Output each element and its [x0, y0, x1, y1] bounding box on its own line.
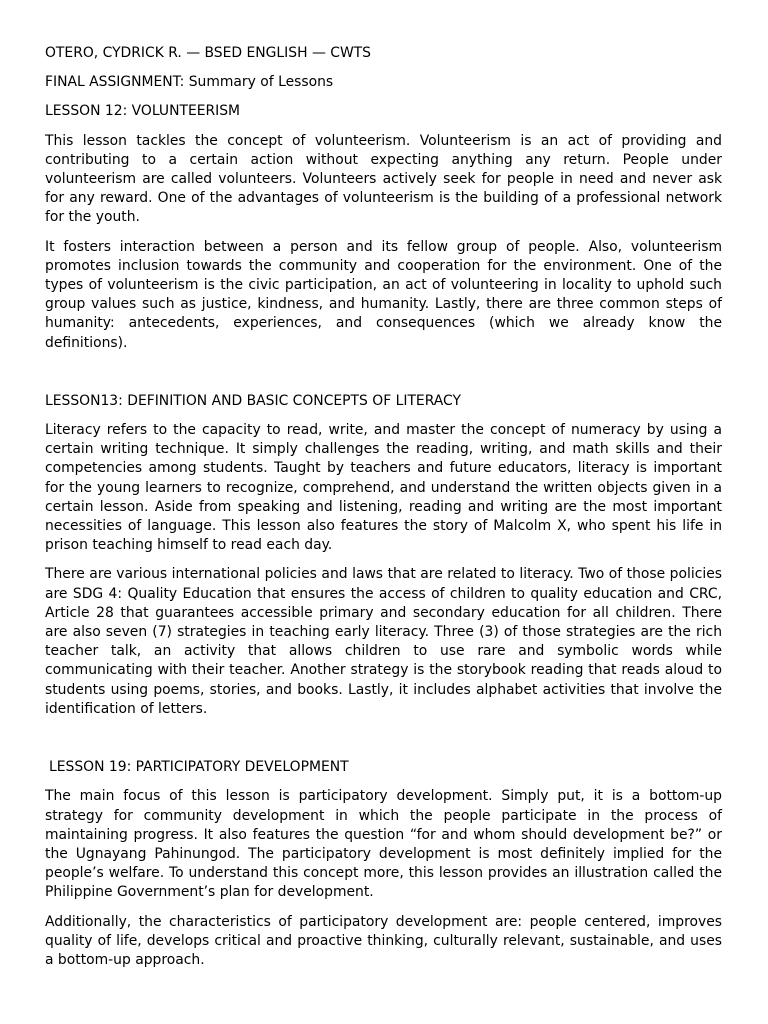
lesson-12-title: LESSON 12: VOLUNTEERISM	[45, 103, 241, 120]
lesson-19-title: LESSON 19: PARTICIPATORY DEVELOPMENT	[49, 759, 349, 776]
lesson-13-paragraph-2: There are various international policies and laws that are related to literacy. Two of those policies are SDG 4: Quality Education that ensures the access of children to quality education and CRC, Article 28 that guarantees accessible primary and secondary education for all children. There are also seven (7) strategies in teaching early literacy. Three (3) of those strategies are the rich teacher talk, an activity that allows children to use rare and symbolic words while communicating with their teacher. Another strategy is the storybook reading that reads aloud to students using poems, stories, and books. Lastly, it includes alphabet activities that involve the identification of letters.	[45, 566, 722, 717]
lesson-19-paragraph-1: The main focus of this lesson is participatory development. Simply put, it is a bottom-up strategy for community development in which the people participate in the process of maintaining progress. It also features the question “for and whom should development be?” or the Ugnayang Pahinungod. The participatory development is most definitely implied for the people’s welfare. To understand this concept more, this lesson provides an illustration called the Philippine Government’s plan for development.	[45, 788, 722, 901]
section-spacer	[45, 363, 722, 392]
lesson-12-paragraph-2: It fosters interaction between a person and its fellow group of people. Also, volunteerism promotes inclusion towards the community and cooperation for the environment. One of the types of volunteerism is the civic participation, an act of volunteering in locality to uphold such group values such as justice, kindness, and humanity. Lastly, there are three common steps of humanity: antecedents, experiences, and consequences (which we already know the definitions).	[45, 238, 722, 351]
document-page	[45, 44, 722, 980]
lesson-13-title: LESSON13: DEFINITION AND BASIC CONCEPTS OF LITERACY	[45, 392, 461, 409]
lesson-19-paragraph-2: Additionally, the characteristics of participatory development are: people centered, improves quality of life, develops critical and proactive thinking, culturally relevant, sustainable, and uses a bottom-up approach.	[45, 913, 722, 968]
author-line: OTERO, CYDRICK R. — BSED ENGLISH — CWTS	[45, 45, 371, 61]
lesson-12-paragraph-1: This lesson tackles the concept of volunteerism. Volunteerism is an act of providing and contributing to a certain action without expecting anything any return. People under volunteerism are called volunteers. Volunteers actively seek for people in need and never ask for any reward. One of the advantages of volunteerism is the building of a professional network for the youth.	[45, 132, 722, 226]
section-spacer	[45, 729, 722, 758]
lesson-13-paragraph-1: Literacy refers to the capacity to read, write, and master the concept of numeracy by using a certain writing technique. It simply challenges the reading, writing, and math skills and their competencies among students. Taught by teachers and future educators, literacy is important for the young learners to recognize, comprehend, and understand the written objects given in a certain lesson. Aside from speaking and listening, reading and writing are the most important necessities of language. This lesson also features the story of Malcolm X, who spent his life in prison teaching himself to read each day.	[45, 422, 722, 554]
assignment-title: FINAL ASSIGNMENT: Summary of Lessons	[45, 74, 334, 91]
